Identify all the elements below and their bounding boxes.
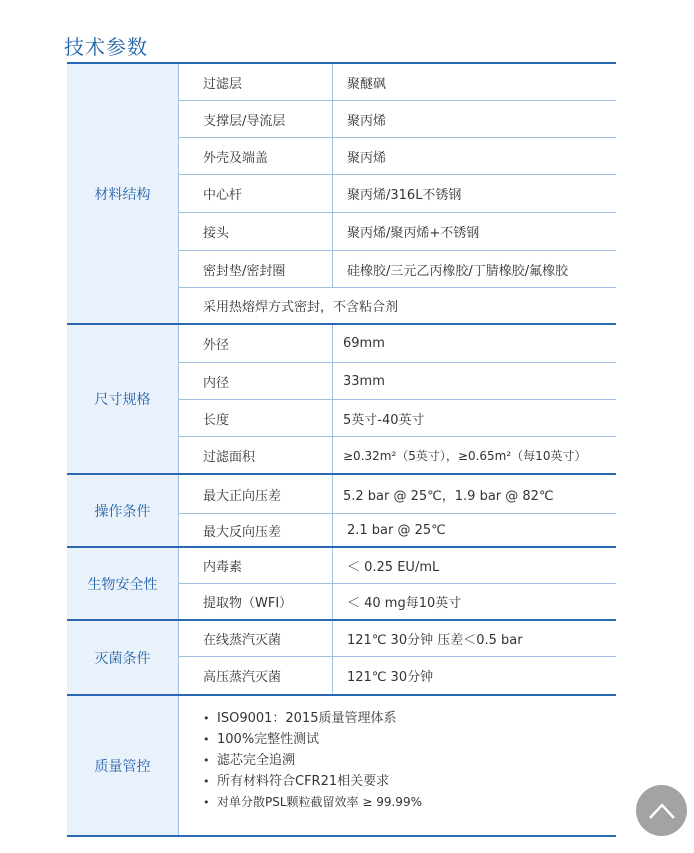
page-title: 技术参数: [64, 35, 148, 60]
spec-name: 外壳及端盖: [179, 138, 333, 174]
spec-row: [179, 137, 616, 174]
spec-name: 外径: [179, 325, 333, 362]
spec-row: [179, 100, 616, 137]
spec-name: 最大正向压差: [179, 475, 333, 513]
bullet-icon: •: [203, 775, 210, 788]
spec-note-row: [179, 287, 616, 323]
list-item-text: 所有材料符合CFR21相关要求: [217, 774, 390, 789]
spec-value: 69mm: [343, 336, 385, 351]
group-label: 材料结构: [67, 64, 179, 323]
list-item: [203, 708, 616, 729]
bullet-icon: •: [203, 733, 210, 746]
spec-value: ≥0.32m²（5英寸），≥0.65m²（每10英寸）: [343, 448, 587, 463]
spec-row: [179, 513, 616, 546]
spec-value: 121℃ 30分钟: [347, 670, 434, 685]
group-material: [67, 62, 616, 323]
spec-row: [179, 621, 616, 656]
spec-value: 5.2 bar @ 25℃，1.9 bar @ 82℃: [343, 488, 554, 504]
bullet-icon: •: [203, 796, 210, 809]
bullet-icon: •: [203, 712, 210, 725]
spec-row: [179, 583, 616, 619]
group-sterilization: [67, 619, 616, 694]
list-item-text: 对单分散PSL颗粒截留效率 ≥ 99.99%: [217, 795, 422, 809]
spec-value: 聚醚砜: [347, 76, 387, 92]
spec-name: 在线蒸汽灭菌: [179, 621, 333, 656]
spec-name: 支撑层/导流层: [179, 101, 333, 137]
group-operating: [67, 473, 616, 546]
group-label: 尺寸规格: [67, 325, 179, 473]
group-label: 生物安全性: [67, 548, 179, 619]
spec-value: 5英寸-40英寸: [343, 412, 425, 428]
spec-row: [179, 399, 616, 436]
spec-value: 2.1 bar @ 25℃: [347, 522, 446, 538]
spec-name: 过滤层: [179, 64, 333, 100]
spec-name: 长度: [179, 400, 333, 436]
spec-name: 提取物（WFI）: [179, 584, 333, 619]
spec-row: [179, 362, 616, 399]
group-biosafety: [67, 546, 616, 619]
spec-row: [179, 656, 616, 694]
group-quality: [67, 694, 616, 837]
spec-value: 聚丙烯: [347, 113, 387, 129]
spec-name: 内毒素: [179, 548, 333, 583]
spec-name: 最大反向压差: [179, 514, 333, 546]
bullet-icon: •: [203, 754, 210, 767]
spec-value: ＜ 40 mg每10英寸: [347, 596, 462, 611]
group-label: 质量管控: [67, 696, 179, 835]
chevron-up-icon: [648, 802, 676, 820]
spec-value: 聚丙烯/316L不锈钢: [347, 188, 462, 203]
spec-row: [179, 436, 616, 473]
spec-note: 采用热熔焊方式密封，不含粘合剂: [203, 300, 399, 315]
spec-value: 聚丙烯: [347, 150, 387, 166]
spec-row: [179, 250, 616, 287]
group-label: 灭菌条件: [67, 621, 179, 694]
spec-row: [179, 64, 616, 100]
spec-value: 33mm: [343, 373, 385, 389]
quality-list: [179, 696, 616, 835]
back-to-top-button[interactable]: [636, 785, 687, 836]
spec-name: 内径: [179, 363, 333, 399]
group-label: 操作条件: [67, 475, 179, 546]
list-item-text: 滤芯完全追溯: [217, 753, 296, 768]
spec-row: [179, 325, 616, 362]
spec-name: 中心杆: [179, 175, 333, 212]
spec-name: 密封垫/密封圈: [179, 251, 333, 287]
list-item: [203, 792, 616, 813]
list-item-text: ISO9001：2015质量管理体系: [217, 711, 397, 726]
list-item-text: 100%完整性测试: [217, 732, 320, 747]
list-item: [203, 771, 616, 792]
spec-name: 接头: [179, 213, 333, 250]
group-dimensions: [67, 323, 616, 473]
list-item: [203, 729, 616, 750]
spec-row: [179, 548, 616, 583]
spec-name: 高压蒸汽灭菌: [179, 657, 333, 694]
spec-table: [67, 62, 616, 837]
spec-value: ＜ 0.25 EU/mL: [347, 560, 440, 575]
spec-row: [179, 212, 616, 250]
list-item: [203, 750, 616, 771]
spec-row: [179, 174, 616, 212]
spec-row: [179, 475, 616, 513]
spec-value: 硅橡胶/三元乙丙橡胶/丁腈橡胶/氟橡胶: [347, 263, 569, 279]
spec-name: 过滤面积: [179, 437, 333, 473]
spec-value: 121℃ 30分钟 压差＜0.5 bar: [347, 633, 523, 648]
spec-value: 聚丙烯/聚丙烯+不锈钢: [347, 226, 480, 241]
